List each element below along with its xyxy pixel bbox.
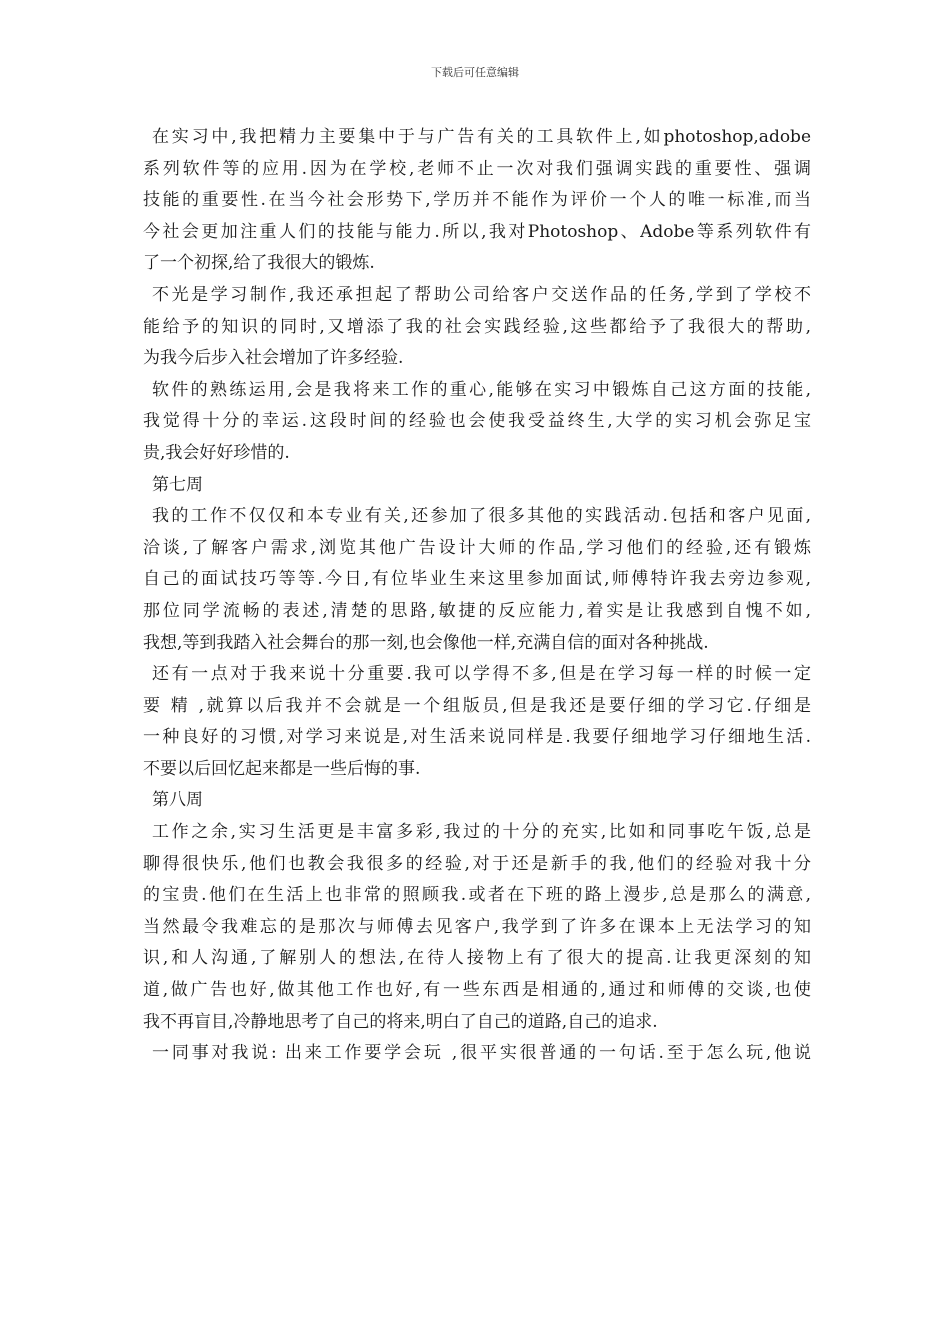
paragraph-line: 在实习中,我把精力主要集中于与广告有关的工具软件上,如photoshop,adobe [152, 127, 811, 147]
paragraph-line: 道,做广告也好,做其他工作也好,有一些东西是相通的,通过和师傅的交谈,也使 [143, 980, 811, 1001]
paragraph-line: 那位同学流畅的表述,清楚的思路,敏捷的反应能力,着实是让我感到自愧不如, [143, 600, 811, 621]
paragraph-line: 我的工作不仅仅和本专业有关,还参加了很多其他的实践活动.包括和客户见面, [152, 506, 811, 527]
paragraph-line: 的宝贵.他们在生活上也非常的照顾我.或者在下班的路上漫步,总是那么的满意, [143, 885, 811, 906]
paragraph-line: 识,和人沟通,了解别人的想法,在待人接物上有了很大的提高.让我更深刻的知 [143, 948, 811, 969]
paragraph-line: 技能的重要性.在当今社会形势下,学历并不能作为评价一个人的唯一标准,而当 [143, 190, 811, 211]
document-body [143, 122, 811, 1070]
paragraph-line: 我觉得十分的幸运.这段时间的经验也会使我受益终生,大学的实习机会弥足宝 [143, 411, 811, 432]
paragraph [143, 375, 811, 470]
paragraph-line: 当然最令我难忘的是那次与师傅去见客户,我学到了许多在课本上无法学习的知 [143, 916, 811, 937]
section-heading [143, 470, 811, 502]
paragraph-line: 聊得很快乐,他们也教会我很多的经验,对于还是新手的我,他们的经验对我十分 [143, 853, 811, 874]
paragraph [143, 501, 811, 659]
paragraph [143, 817, 811, 1038]
paragraph-line: 了一个初探,给了我很大的锻炼. [143, 253, 375, 274]
paragraph-line: 一种良好的习惯,对学习来说是,对生活来说同样是.我要仔细地学习仔细地生活. [143, 727, 811, 748]
paragraph-line: 不要以后回忆起来都是一些后悔的事. [143, 758, 421, 779]
section-heading [143, 785, 811, 817]
paragraph-line: 今社会更加注重人们的技能与能力.所以,我对Photoshop、Adobe等系列软件有 [143, 221, 811, 242]
paragraph-line: 自己的面试技巧等等.今日,有位毕业生来这里参加面试,师傅特许我去旁边参观, [143, 569, 811, 590]
paragraph-line: 为我今后步入社会增加了许多经验. [143, 348, 404, 369]
paragraph-line: 我不再盲目,冷静地思考了自己的将来,明白了自己的道路,自己的追求. [143, 1011, 658, 1032]
page-header: 下载后可任意编辑 [431, 66, 519, 79]
paragraph-line: 一同事对我说: 出来工作要学会玩 ,很平实很普通的一句话.至于怎么玩,他说 [152, 1043, 811, 1064]
heading-text: 第八周 [152, 790, 203, 811]
paragraph-line: 不光是学习制作,我还承担起了帮助公司给客户交送作品的任务,学到了学校不 [152, 284, 811, 305]
paragraph-line: 能给予的知识的同时,又增添了我的社会实践经验,这些都给予了我很大的帮助, [143, 316, 811, 337]
paragraph-line: 系列软件等的应用.因为在学校,老师不止一次对我们强调实践的重要性、强调 [143, 158, 811, 179]
paragraph [143, 659, 811, 785]
paragraph-line: 软件的熟练运用,会是我将来工作的重心,能够在实习中锻炼自己这方面的技能, [152, 379, 811, 400]
paragraph-line: 工作之余,实习生活更是丰富多彩,我过的十分的充实,比如和同事吃午饭,总是 [152, 822, 811, 843]
paragraph [143, 122, 811, 280]
paragraph-line: 我想,等到我踏入社会舞台的那一刻,也会像他一样,充满自信的面对各种挑战. [143, 632, 709, 653]
heading-text: 第七周 [152, 474, 203, 495]
paragraph [143, 280, 811, 375]
paragraph-line: 洽谈,了解客户需求,浏览其他广告设计大师的作品,学习他们的经验,还有锻炼 [143, 537, 811, 558]
paragraph-line: 要 精 ,就算以后我并不会就是一个组版员,但是我还是要仔细的学习它.仔细是 [143, 695, 811, 716]
paragraph-line: 还有一点对于我来说十分重要.我可以学得不多,但是在学习每一样的时候一定 [152, 664, 811, 685]
paragraph-line: 贵,我会好好珍惜的. [143, 442, 290, 463]
paragraph [143, 1038, 811, 1070]
